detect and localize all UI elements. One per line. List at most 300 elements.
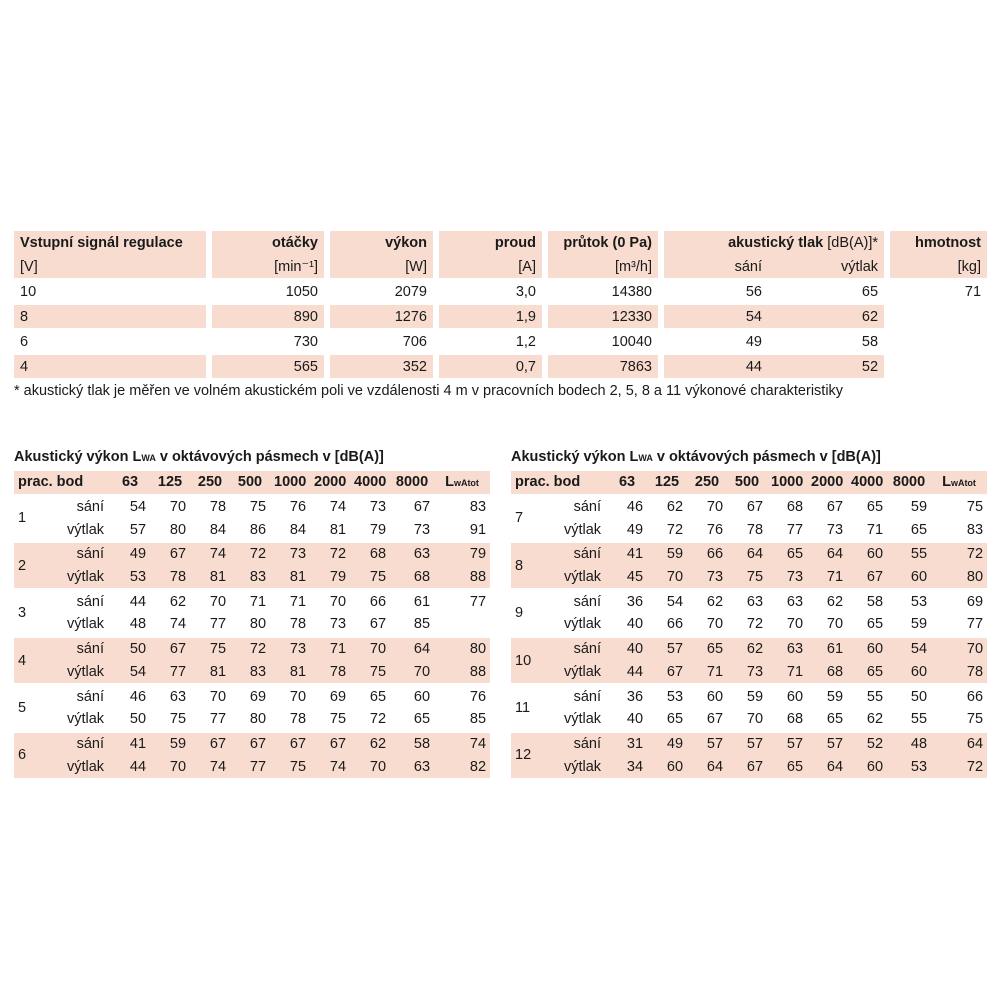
label-discharge: výtlak [66, 616, 105, 633]
value-cell: 73 [826, 521, 844, 538]
value-cell: 64 [807, 541, 847, 566]
table-row [14, 588, 490, 613]
table-row [14, 755, 490, 778]
value-cell: 65 [767, 541, 807, 566]
value-cell: 60 [887, 566, 931, 589]
header-freq: 4000 [847, 471, 887, 494]
label-discharge: výtlak [563, 521, 602, 538]
value-cell: 67 [150, 636, 190, 661]
label-discharge: výtlak [58, 661, 110, 684]
unit-discharge: výtlak [768, 255, 884, 278]
value-cell: 70 [270, 683, 310, 708]
table-row [14, 353, 987, 378]
value-cell: 64 [687, 755, 727, 778]
acoustic-title-left [14, 449, 384, 465]
value-cell: 40 [626, 616, 644, 633]
header-freq: 63 [607, 471, 647, 494]
header-total [931, 471, 987, 494]
value-cell: 73 [413, 521, 431, 538]
value-cell: 57 [687, 731, 727, 756]
value-cell: 67 [230, 731, 270, 756]
header-freq: 125 [647, 471, 687, 494]
value-cell: 76 [270, 494, 310, 519]
value-cell: 77 [434, 588, 490, 613]
header-freq: 500 [230, 471, 270, 494]
value-cell: 65 [687, 636, 727, 661]
value-cell: 75 [270, 755, 310, 778]
label-suction: sání [58, 731, 110, 756]
cell-rpm: 730 [212, 328, 324, 353]
point-number: 3 [14, 588, 58, 635]
value-cell: 65 [847, 494, 887, 519]
table-row [511, 755, 987, 778]
table-row [511, 518, 987, 541]
value-cell: 63 [390, 755, 434, 778]
label-discharge: výtlak [58, 566, 110, 589]
label-suction: sání [555, 683, 607, 708]
value-cell: 68 [807, 661, 847, 684]
value-cell: 72 [746, 616, 764, 633]
cell-signal: 6 [14, 328, 206, 353]
value-cell: 57 [129, 521, 147, 538]
point-number: 11 [511, 683, 555, 730]
table-row [14, 683, 490, 708]
footnote: * akustický tlak je měřen ve volném akustickém poli ve vzdálenosti 4 m v pracovních bodech 2, 5, 8 a 11 výkonové charakteristiky [14, 383, 844, 399]
table-row [511, 494, 987, 519]
value-cell: 71 [270, 588, 310, 613]
value-cell: 59 [727, 683, 767, 708]
acoustic-title-suffix: v oktávových pásmech v [dB(A)] [155, 449, 384, 465]
header-total-main: L [445, 474, 454, 491]
value-cell: 72 [931, 755, 987, 778]
value-cell: 84 [289, 521, 307, 538]
unit-rpm: [min⁻¹] [212, 255, 324, 278]
value-cell: 68 [390, 566, 434, 589]
value-cell: 74 [310, 494, 350, 519]
value-cell: 36 [607, 588, 647, 613]
value-cell: 67 [390, 494, 434, 519]
value-cell: 70 [150, 494, 190, 519]
value-cell: 67 [727, 755, 767, 778]
value-cell: 69 [310, 683, 350, 708]
value-cell: 67 [647, 661, 687, 684]
label-suction: sání [555, 494, 607, 519]
value-cell [434, 613, 490, 636]
value-cell: 67 [310, 731, 350, 756]
table-row [14, 278, 987, 303]
value-cell: 62 [647, 494, 687, 519]
value-cell: 79 [369, 521, 387, 538]
value-cell: 46 [607, 494, 647, 519]
value-cell: 54 [110, 494, 150, 519]
value-cell: 65 [866, 616, 884, 633]
acoustic-title-prefix: Akustický výkon L [511, 449, 639, 465]
label-discharge: výtlak [66, 521, 105, 538]
cell-weight [890, 303, 987, 328]
value-cell: 70 [706, 616, 724, 633]
value-cell: 60 [390, 683, 434, 708]
value-cell: 34 [607, 755, 647, 778]
table-row [14, 731, 490, 756]
header-freq: 500 [727, 471, 767, 494]
value-cell: 72 [230, 541, 270, 566]
value-cell: 85 [469, 711, 487, 728]
point-number: 4 [14, 636, 58, 683]
value-cell: 75 [727, 566, 767, 589]
unit-suction: sání [664, 255, 768, 278]
header-point: prac. bod [511, 471, 607, 494]
value-cell: 50 [887, 683, 931, 708]
value-cell: 78 [190, 494, 230, 519]
value-cell: 63 [767, 636, 807, 661]
label-suction: sání [555, 588, 607, 613]
value-cell: 73 [270, 541, 310, 566]
value-cell: 73 [687, 566, 727, 589]
table-row [511, 588, 987, 613]
value-cell: 48 [129, 616, 147, 633]
value-cell: 68 [786, 711, 804, 728]
value-cell: 62 [866, 711, 884, 728]
value-cell: 83 [434, 494, 490, 519]
acoustic-table-right [511, 471, 987, 778]
cell-flow: 12330 [548, 303, 658, 328]
value-cell: 74 [190, 755, 230, 778]
value-cell: 73 [270, 636, 310, 661]
value-cell: 70 [390, 661, 434, 684]
value-cell: 54 [110, 661, 150, 684]
value-cell: 85 [413, 616, 431, 633]
header-current: proud [439, 231, 542, 255]
value-cell: 63 [727, 588, 767, 613]
value-cell: 57 [807, 731, 847, 756]
value-cell: 62 [727, 636, 767, 661]
header-freq: 63 [110, 471, 150, 494]
value-cell: 59 [150, 731, 190, 756]
cell-current: 3,0 [439, 278, 542, 303]
value-cell: 65 [767, 755, 807, 778]
table-row [511, 636, 987, 661]
header-noise [664, 231, 884, 255]
value-cell: 64 [807, 755, 847, 778]
value-cell: 68 [767, 494, 807, 519]
value-cell: 70 [190, 683, 230, 708]
value-cell: 77 [150, 661, 190, 684]
value-cell: 70 [190, 588, 230, 613]
value-cell: 70 [310, 588, 350, 613]
point-number: 2 [14, 541, 58, 588]
value-cell: 65 [910, 521, 928, 538]
value-cell: 52 [847, 731, 887, 756]
label-discharge: výtlak [563, 711, 602, 728]
value-cell: 71 [687, 661, 727, 684]
value-cell: 75 [169, 711, 187, 728]
value-cell: 40 [626, 711, 644, 728]
value-cell: 73 [727, 661, 767, 684]
value-cell: 77 [966, 616, 984, 633]
table-row [511, 541, 987, 566]
acoustic-title-prefix: Akustický výkon L [14, 449, 142, 465]
value-cell: 40 [607, 636, 647, 661]
value-cell: 57 [767, 731, 807, 756]
value-cell: 58 [847, 588, 887, 613]
cell-rpm: 565 [212, 353, 324, 378]
value-cell: 71 [767, 661, 807, 684]
value-cell: 67 [369, 616, 387, 633]
value-cell: 53 [110, 566, 150, 589]
cell-rpm: 1050 [212, 278, 324, 303]
header-freq: 4000 [350, 471, 390, 494]
cell-current: 1,9 [439, 303, 542, 328]
value-cell: 81 [190, 566, 230, 589]
header-weight: hmotnost [890, 231, 987, 255]
value-cell: 66 [350, 588, 390, 613]
point-number: 6 [14, 731, 58, 778]
cell-signal: 4 [14, 353, 206, 378]
value-cell: 67 [190, 731, 230, 756]
acoustic-title-subscript: WA [638, 453, 653, 463]
value-cell: 72 [310, 541, 350, 566]
value-cell: 75 [350, 566, 390, 589]
value-cell: 60 [847, 541, 887, 566]
value-cell: 62 [350, 731, 390, 756]
cell-discharge: 65 [768, 278, 884, 303]
point-number: 8 [511, 541, 555, 588]
cell-suction: 49 [664, 328, 768, 353]
value-cell: 55 [887, 541, 931, 566]
value-cell: 67 [150, 541, 190, 566]
cell-discharge: 58 [768, 328, 884, 353]
value-cell: 74 [169, 616, 187, 633]
point-number: 5 [14, 683, 58, 730]
value-cell: 67 [727, 494, 767, 519]
value-cell: 59 [807, 683, 847, 708]
value-cell: 49 [626, 521, 644, 538]
value-cell: 78 [310, 661, 350, 684]
value-cell: 53 [887, 755, 931, 778]
value-cell: 77 [209, 711, 227, 728]
value-cell: 50 [110, 636, 150, 661]
cell-current: 1,2 [439, 328, 542, 353]
header-total-main: L [942, 474, 951, 491]
acoustic-table-left [14, 471, 490, 778]
value-cell: 58 [390, 731, 434, 756]
value-cell: 73 [329, 616, 347, 633]
label-discharge: výtlak [555, 661, 607, 684]
header-freq: 8000 [390, 471, 434, 494]
cell-signal: 8 [14, 303, 206, 328]
unit-signal: [V] [14, 255, 206, 278]
table-row [511, 661, 987, 684]
table-row [14, 613, 490, 636]
value-cell: 72 [230, 636, 270, 661]
cell-rpm: 890 [212, 303, 324, 328]
value-cell: 84 [209, 521, 227, 538]
label-discharge: výtlak [58, 755, 110, 778]
value-cell: 81 [270, 661, 310, 684]
cell-weight [890, 328, 987, 353]
value-cell: 67 [706, 711, 724, 728]
value-cell: 53 [887, 588, 931, 613]
table-row [14, 494, 490, 519]
unit-current: [A] [439, 255, 542, 278]
value-cell: 88 [434, 661, 490, 684]
header-freq: 8000 [887, 471, 931, 494]
value-cell: 75 [966, 711, 984, 728]
header-freq: 125 [150, 471, 190, 494]
value-cell: 88 [434, 566, 490, 589]
value-cell: 63 [150, 683, 190, 708]
value-cell: 44 [607, 661, 647, 684]
value-cell: 70 [350, 636, 390, 661]
value-cell: 63 [767, 588, 807, 613]
value-cell: 67 [807, 494, 847, 519]
cell-power: 352 [330, 353, 433, 378]
header-noise-label: akustický tlak [728, 235, 824, 251]
value-cell: 74 [190, 541, 230, 566]
value-cell: 75 [230, 494, 270, 519]
value-cell: 59 [910, 616, 928, 633]
value-cell: 44 [110, 588, 150, 613]
label-suction: sání [555, 731, 607, 756]
value-cell: 81 [190, 661, 230, 684]
table-row [14, 303, 987, 328]
header-freq: 2000 [310, 471, 350, 494]
cell-discharge: 62 [768, 303, 884, 328]
value-cell: 70 [786, 616, 804, 633]
point-number: 12 [511, 731, 555, 778]
value-cell: 70 [350, 755, 390, 778]
value-cell: 49 [110, 541, 150, 566]
label-suction: sání [58, 494, 110, 519]
header-freq: 1000 [767, 471, 807, 494]
value-cell: 64 [727, 541, 767, 566]
unit-flow: [m³/h] [548, 255, 658, 278]
label-suction: sání [58, 636, 110, 661]
value-cell: 83 [230, 566, 270, 589]
value-cell: 72 [369, 711, 387, 728]
value-cell: 70 [931, 636, 987, 661]
value-cell: 80 [434, 636, 490, 661]
value-cell: 80 [249, 616, 267, 633]
value-cell: 65 [847, 661, 887, 684]
value-cell: 76 [434, 683, 490, 708]
value-cell: 63 [390, 541, 434, 566]
cell-weight: 71 [890, 278, 987, 303]
value-cell: 73 [767, 566, 807, 589]
cell-power: 2079 [330, 278, 433, 303]
header-freq: 250 [687, 471, 727, 494]
table-row [14, 661, 490, 684]
value-cell: 70 [647, 566, 687, 589]
header-total-sub: wAtot [950, 478, 976, 489]
cell-current: 0,7 [439, 353, 542, 378]
value-cell: 45 [607, 566, 647, 589]
acoustic-title-subscript: WA [141, 453, 156, 463]
label-suction: sání [555, 541, 607, 566]
cell-suction: 54 [664, 303, 768, 328]
header-freq: 2000 [807, 471, 847, 494]
value-cell: 78 [746, 521, 764, 538]
header-flow: průtok (0 Pa) [548, 231, 658, 255]
value-cell: 44 [110, 755, 150, 778]
value-cell: 91 [469, 521, 487, 538]
value-cell: 79 [434, 541, 490, 566]
value-cell: 70 [826, 616, 844, 633]
cell-suction: 44 [664, 353, 768, 378]
value-cell: 49 [647, 731, 687, 756]
value-cell: 71 [230, 588, 270, 613]
value-cell: 70 [746, 711, 764, 728]
unit-power: [W] [330, 255, 433, 278]
label-suction: sání [58, 541, 110, 566]
header-rpm: otáčky [212, 231, 324, 255]
value-cell: 77 [786, 521, 804, 538]
value-cell: 81 [329, 521, 347, 538]
cell-discharge: 52 [768, 353, 884, 378]
value-cell: 50 [129, 711, 147, 728]
value-cell: 36 [607, 683, 647, 708]
value-cell: 65 [350, 683, 390, 708]
label-suction: sání [555, 636, 607, 661]
value-cell: 67 [270, 731, 310, 756]
header-signal: Vstupní signál regulace [14, 231, 206, 255]
parameters-table [14, 231, 987, 378]
value-cell: 60 [847, 636, 887, 661]
value-cell: 41 [607, 541, 647, 566]
value-cell: 69 [230, 683, 270, 708]
acoustic-title-suffix: v oktávových pásmech v [dB(A)] [652, 449, 881, 465]
value-cell: 73 [350, 494, 390, 519]
cell-flow: 14380 [548, 278, 658, 303]
table-row [511, 566, 987, 589]
value-cell: 80 [249, 711, 267, 728]
value-cell: 54 [887, 636, 931, 661]
value-cell: 67 [847, 566, 887, 589]
value-cell: 53 [647, 683, 687, 708]
cell-weight [890, 353, 987, 378]
value-cell: 74 [434, 731, 490, 756]
value-cell: 61 [807, 636, 847, 661]
cell-power: 706 [330, 328, 433, 353]
value-cell: 65 [413, 711, 431, 728]
cell-power: 1276 [330, 303, 433, 328]
value-cell: 78 [289, 711, 307, 728]
value-cell: 68 [350, 541, 390, 566]
header-noise-unit: [dB(A)]* [827, 235, 879, 251]
table-row [511, 613, 987, 636]
value-cell: 61 [390, 588, 434, 613]
label-discharge: výtlak [555, 755, 607, 778]
value-cell: 72 [666, 521, 684, 538]
cell-suction: 56 [664, 278, 768, 303]
value-cell: 65 [666, 711, 684, 728]
value-cell: 70 [150, 755, 190, 778]
value-cell: 64 [931, 731, 987, 756]
point-number: 9 [511, 588, 555, 635]
value-cell: 86 [249, 521, 267, 538]
value-cell: 71 [807, 566, 847, 589]
value-cell: 55 [847, 683, 887, 708]
value-cell: 75 [329, 711, 347, 728]
value-cell: 31 [607, 731, 647, 756]
value-cell: 60 [847, 755, 887, 778]
table-row [14, 636, 490, 661]
value-cell: 74 [310, 755, 350, 778]
value-cell: 82 [434, 755, 490, 778]
table-row [14, 328, 987, 353]
value-cell: 60 [647, 755, 687, 778]
value-cell: 79 [310, 566, 350, 589]
